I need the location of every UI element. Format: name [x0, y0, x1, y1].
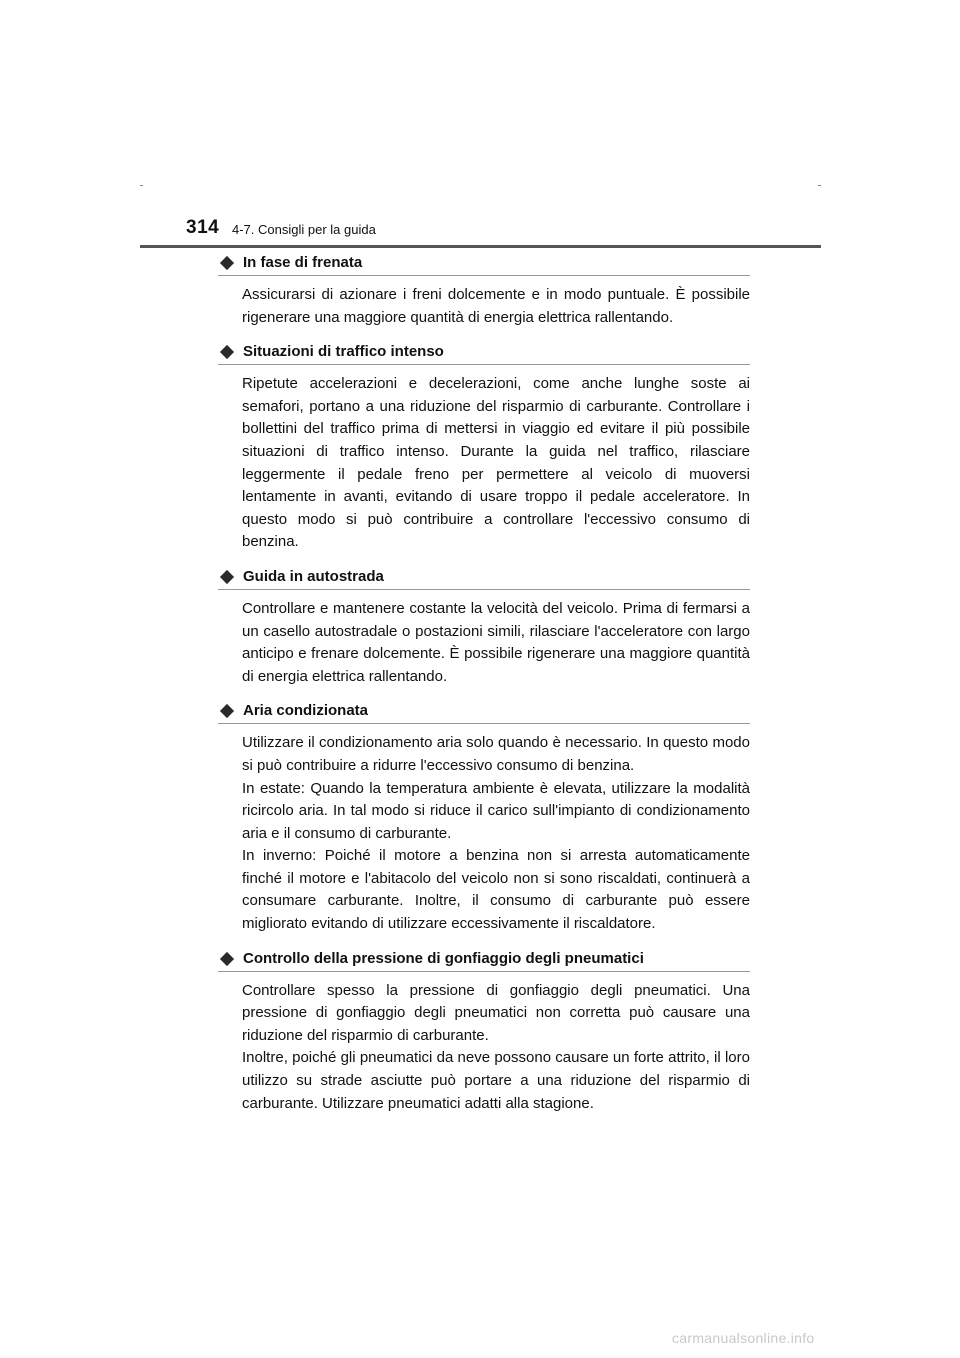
section-title: Situazioni di traffico intenso — [243, 343, 444, 361]
paragraph: Assicurarsi di azionare i freni dolcemente e in modo puntuale. È possibile rigenerare una maggiore quantità di energia elettrica rallentando. — [242, 286, 750, 326]
section-heading — [218, 948, 750, 972]
section-pneumatici — [218, 948, 750, 1116]
paragraph: Ripetute accelerazioni e decelerazioni, come anche lunghe soste ai semafori, portano a una riduzione del risparmio di carburante. Controllare i bollettini del traffico prima di mettersi in viaggio ed evitare il più possibile situazioni di traffico intenso. Durante la guida nel traffico, rilasciare leggermente il pedale freno per permettere al veicolo di muoversi lentamente in avanti, evitando di usare troppo il pedale acceleratore. In questo modo si può contribuire a controllare l'eccessivo consumo di benzina. — [242, 375, 750, 551]
diamond-bullet-icon — [220, 952, 234, 966]
section-body — [242, 598, 750, 688]
section-body — [242, 980, 750, 1116]
section-body — [242, 284, 750, 329]
page-content — [218, 252, 750, 1127]
section-heading — [218, 252, 750, 276]
section-body — [242, 373, 750, 554]
paragraph: In estate: Quando la temperatura ambiente è elevata, utilizzare la modalità ricircolo aria. In tal modo si riduce il carico sull'impianto di condizionamento aria e il consumo di carburante. — [242, 779, 750, 842]
paragraph: Inoltre, poiché gli pneumatici da neve possono causare un forte attrito, il loro utilizzo su strade asciutte può portare a una riduzione del risparmio di carburante. Utilizzare pneumatici adatti alla stagione. — [242, 1049, 750, 1112]
section-autostrada — [218, 566, 750, 688]
diamond-bullet-icon — [220, 570, 234, 584]
section-body — [242, 732, 750, 935]
page-number: 314 — [186, 217, 220, 238]
chapter-title: 4-7. Consigli per la guida — [232, 222, 376, 237]
paragraph: Controllare e mantenere costante la velocità del veicolo. Prima di fermarsi a un casello autostradale o postazioni simili, rilasciare l'acceleratore con largo anticipo e frenare dolcemente. È possibile rigenerare una maggiore quantità di energia elettrica rallentando. — [242, 599, 750, 685]
section-title: Controllo della pressione di gonfiaggio degli pneumatici — [243, 949, 644, 967]
page-header — [0, 214, 960, 248]
section-title: Guida in autostrada — [243, 567, 384, 585]
section-heading — [218, 566, 750, 590]
section-aria-condizionata — [218, 700, 750, 935]
section-frenata — [218, 252, 750, 329]
paragraph: Utilizzare il condizionamento aria solo quando è necessario. In questo modo si può contribuire a ridurre l'eccessivo consumo di benzina. — [242, 734, 750, 774]
section-traffico — [218, 341, 750, 554]
diamond-bullet-icon — [220, 345, 234, 359]
crop-mark-right — [818, 185, 821, 186]
header-rule — [140, 245, 821, 248]
crop-mark-left — [140, 185, 143, 186]
paragraph: Controllare spesso la pressione di gonfiaggio degli pneumatici. Una pressione di gonfiaggio degli pneumatici non corretta può causare una riduzione del risparmio di carburante. — [242, 981, 750, 1044]
section-heading — [218, 700, 750, 724]
watermark: carmanualsonline.info — [672, 1330, 815, 1346]
diamond-bullet-icon — [220, 256, 234, 270]
paragraph: In inverno: Poiché il motore a benzina non si arresta automaticamente finché il motore e l'abitacolo del veicolo non si sono riscaldati, continuerà a consumare carburante. Inoltre, il consumo di carburante può essere migliorato evitando di utilizzare eccessivamente il riscaldatore. — [242, 847, 750, 933]
diamond-bullet-icon — [220, 704, 234, 718]
section-title: In fase di frenata — [243, 254, 363, 271]
section-title: Aria condizionata — [243, 702, 369, 720]
section-heading — [218, 341, 750, 365]
